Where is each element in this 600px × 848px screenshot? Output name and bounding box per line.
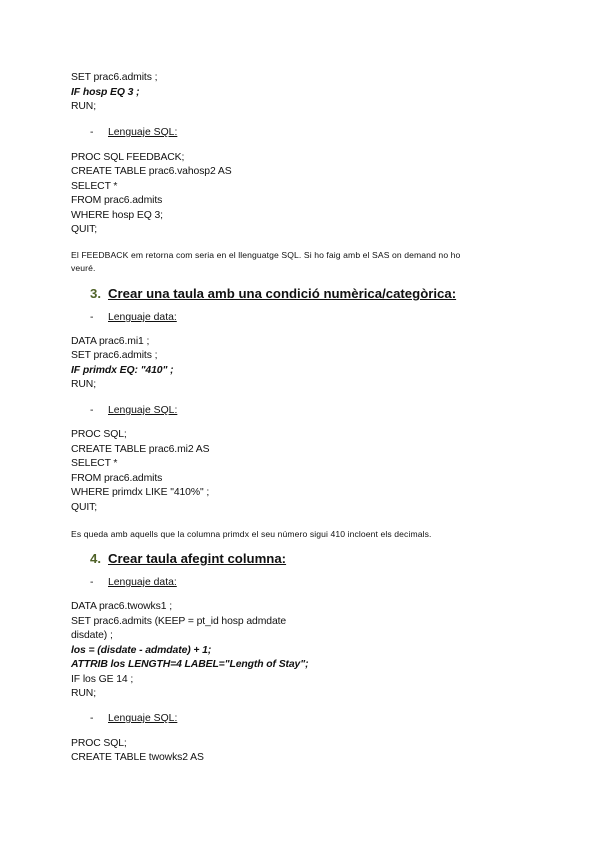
bullet-label: Lenguaje data: (108, 577, 177, 588)
bullet-dash: - (90, 577, 94, 588)
code-line-bold: ATTRIB los LENGTH=4 LABEL="Length of Stay"; (71, 659, 309, 670)
code-line: FROM prac6.admits (71, 473, 163, 484)
code-line: PROC SQL; (71, 429, 127, 440)
code-line: RUN; (71, 688, 96, 699)
bullet-label: Lenguaje SQL: (108, 127, 178, 138)
code-line: PROC SQL FEEDBACK; (71, 152, 185, 163)
code-line-bold: IF primdx EQ: "410" ; (71, 365, 174, 376)
code-line: FROM prac6.admits (71, 195, 163, 206)
bullet-dash: - (90, 713, 94, 724)
code-line: QUIT; (71, 224, 98, 235)
code-line: SET prac6.admits ; (71, 350, 158, 361)
code-line: SELECT * (71, 181, 118, 192)
note-text: veuré. (71, 263, 96, 273)
bullet-dash: - (90, 312, 94, 323)
code-line: IF los GE 14 ; (71, 674, 134, 685)
code-line: disdate) ; (71, 630, 113, 641)
code-line: CREATE TABLE prac6.vahosp2 AS (71, 166, 232, 177)
code-line: SET prac6.admits ; (71, 72, 158, 83)
code-line: QUIT; (71, 502, 98, 513)
code-line: SET prac6.admits (KEEP = pt_id hosp admdate (71, 616, 287, 627)
code-line: CREATE TABLE twowks2 AS (71, 752, 204, 763)
code-line: RUN; (71, 379, 96, 390)
code-line: DATA prac6.mi1 ; (71, 336, 150, 347)
heading-number: 3. (90, 286, 101, 301)
code-line: WHERE hosp EQ 3; (71, 210, 163, 221)
note-text: El FEEDBACK em retorna com seria en el llenguatge SQL. Si ho faig amb el SAS on demand no ho (71, 250, 461, 260)
bullet-dash: - (90, 127, 94, 138)
heading-text: Crear una taula amb una condició numèrica/categòrica: (108, 286, 457, 301)
code-line: RUN; (71, 101, 96, 112)
code-line: CREATE TABLE prac6.mi2 AS (71, 444, 210, 455)
bullet-label: Lenguaje SQL: (108, 713, 178, 724)
code-line: WHERE primdx LIKE "410%" ; (71, 487, 210, 498)
bullet-label: Lenguaje data: (108, 312, 177, 323)
note-text: Es queda amb aquells que la columna primdx el seu número sigui 410 incloent els decimals. (71, 529, 432, 539)
code-line-bold: los = (disdate - admdate) + 1; (71, 645, 212, 656)
bullet-dash: - (90, 405, 94, 416)
code-line: DATA prac6.twowks1 ; (71, 601, 172, 612)
code-line: PROC SQL; (71, 738, 127, 749)
code-line: SELECT * (71, 458, 118, 469)
code-line-bold: IF hosp EQ 3 ; (71, 87, 140, 98)
heading-number: 4. (90, 551, 101, 566)
heading-text: Crear taula afegint columna: (108, 551, 287, 566)
bullet-label: Lenguaje SQL: (108, 405, 178, 416)
